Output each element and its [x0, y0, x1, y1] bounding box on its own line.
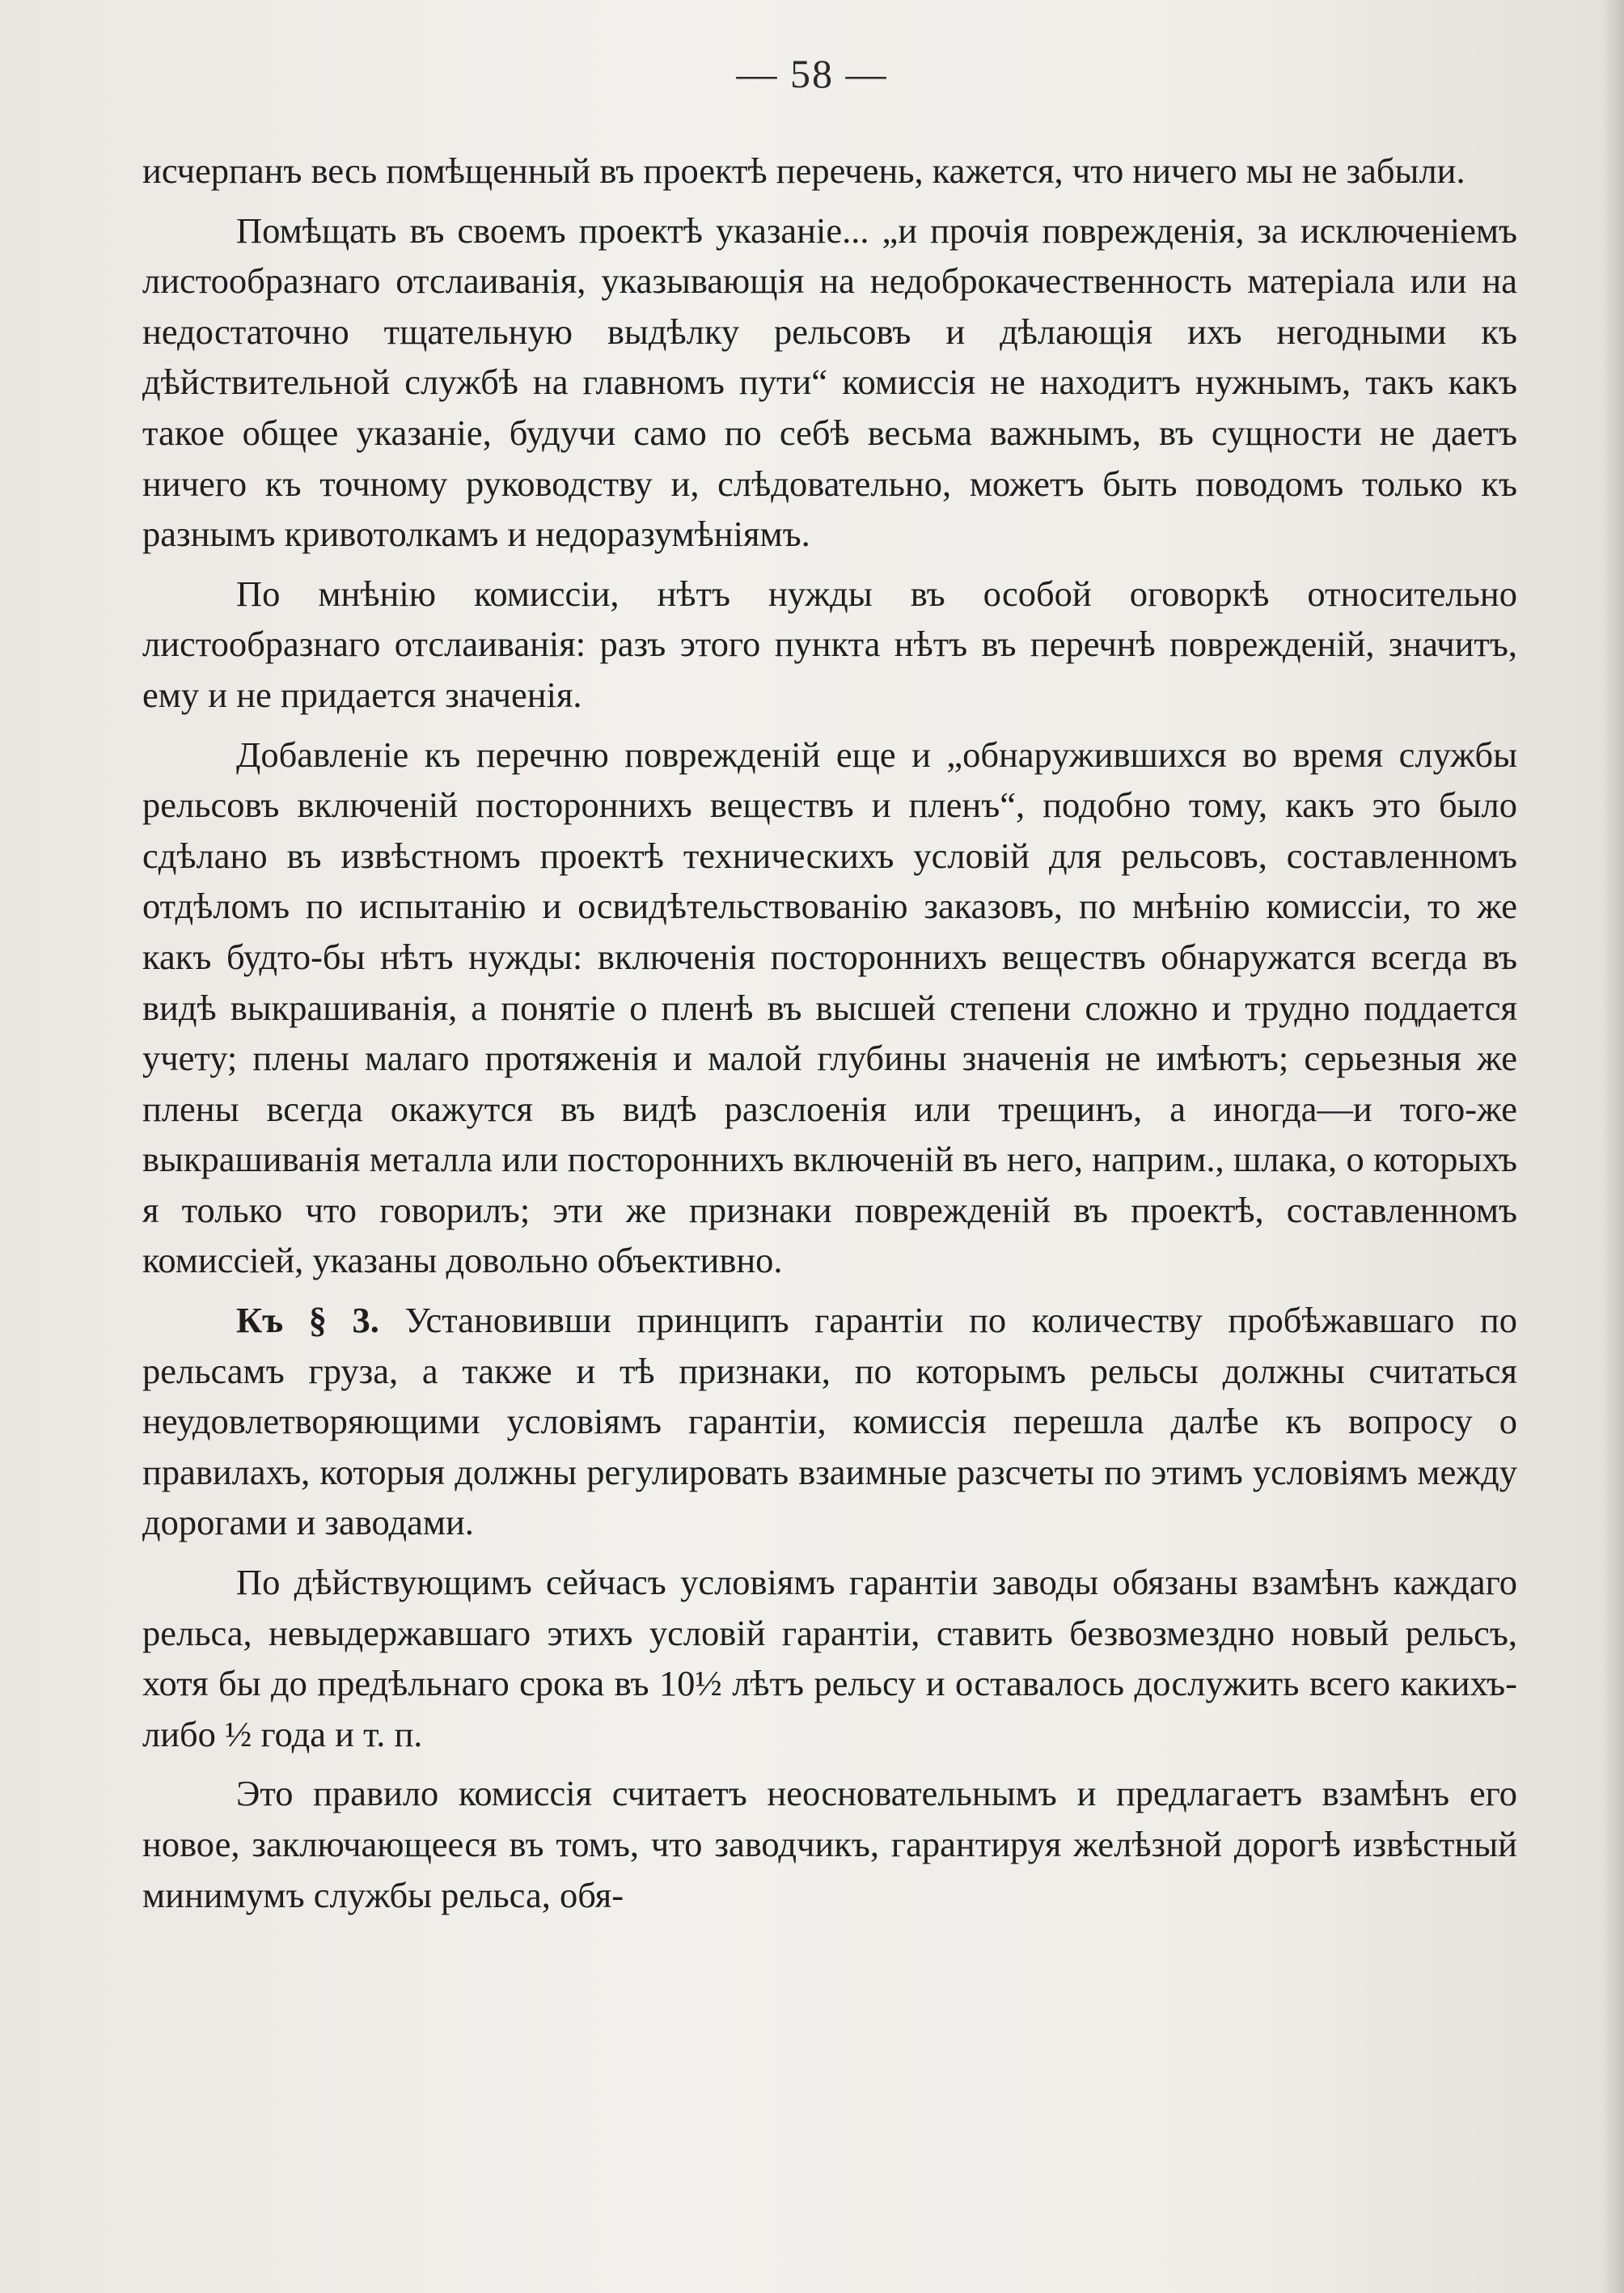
paragraph-delamination: По мнѣнію комиссіи, нѣтъ нужды въ особой оговоркѣ относительно листообразнаго отслаиванія: разъ этого пункта нѣтъ въ перечнѣ поврежденій, значитъ, ему и не придается значенія.: [142, 573, 1517, 715]
paragraph-damage-clause: Помѣщать въ своемъ проектѣ указаніе... „и прочія поврежденія, за исключеніемъ листообразнаго отслаиванія, указывающія на недоброкачественность матеріала или на недостаточно тщательную выдѣлку рельсовъ и дѣлающія ихъ негодными къ дѣйствительной службѣ на главномъ пути“ комиссія не находитъ нужнымъ, такъ какъ такое общее указаніе, будучи само по себѣ весьма важнымъ, въ сущности не даетъ ничего къ точному руководству и, слѣдовательно, можетъ быть поводомъ только къ разнымъ кривотолкамъ и недоразумѣніямъ.: [142, 209, 1517, 555]
paragraph-continuation: исчерпанъ весь помѣщенный въ проектѣ перечень, кажется, что ничего мы не забыли.: [142, 150, 1465, 191]
paragraph-current-conditions: По дѣйствующимъ сейчасъ условіямъ гарантіи заводы обязаны взамѣнъ каждаго рельса, невыдержавшаго этихъ условій гарантіи, ставить безвозмездно новый рельсъ, хотя бы до предѣльнаго срока въ 10½ лѣтъ рельсу и оставалось дослужить всего какихъ-либо ½ года и т. п.: [142, 1562, 1517, 1754]
section-3-text: Установивши принципъ гарантіи по количеству пробѣжавшаго по рельсамъ груза, а также и тѣ признаки, по которымъ рельсы должны считаться неудовлетворяющими условіямъ гарантіи, комиссія перешла далѣе къ вопросу о правилахъ, которыя должны регулировать взаимные разсчеты по этимъ условіямъ между дорогами и заводами.: [142, 1300, 1517, 1543]
paragraph-inclusions: Добавленіе къ перечню поврежденій еще и „обнаружившихся во время службы рельсовъ включеній постороннихъ веществъ и пленъ“, подобно тому, какъ это было сдѣлано въ извѣстномъ проектѣ техническихъ условій для рельсовъ, составленномъ отдѣломъ по испытанію и освидѣтельствованію заказовъ, по мнѣнію комиссіи, то же какъ будто-бы нѣтъ нужды: включенія постороннихъ веществъ обнаружатся всегда въ видѣ выкрашиванія, а понятіе о пленѣ въ высшей степени сложно и трудно поддается учету; плены малаго протяженія и малой глубины значенія не имѣютъ; серьезныя же плены всегда окажутся въ видѣ разслоенія или трещинъ, а иногда—и того-же выкрашиванія металла или постороннихъ включеній въ него, наприм., шлака, о которыхъ я только что говорилъ; эти же признаки поврежденій въ проектѣ, составленномъ комиссіей, указаны довольно объективно.: [142, 734, 1517, 1281]
section-heading: Къ § 3.: [236, 1300, 379, 1341]
body-text: [142, 146, 1517, 1929]
paragraph-section-3: [142, 1295, 1517, 1548]
paragraph-new-rule: Это правило комиссія считаетъ неосновательнымъ и предлагаетъ взамѣнъ его новое, заключающееся въ томъ, что заводчикъ, гарантируя желѣзной дорогѣ извѣстный минимумъ службы рельса, обя-: [142, 1773, 1517, 1915]
page-edge-shadow: [1601, 0, 1624, 2293]
page-number: — 58 —: [736, 51, 888, 96]
